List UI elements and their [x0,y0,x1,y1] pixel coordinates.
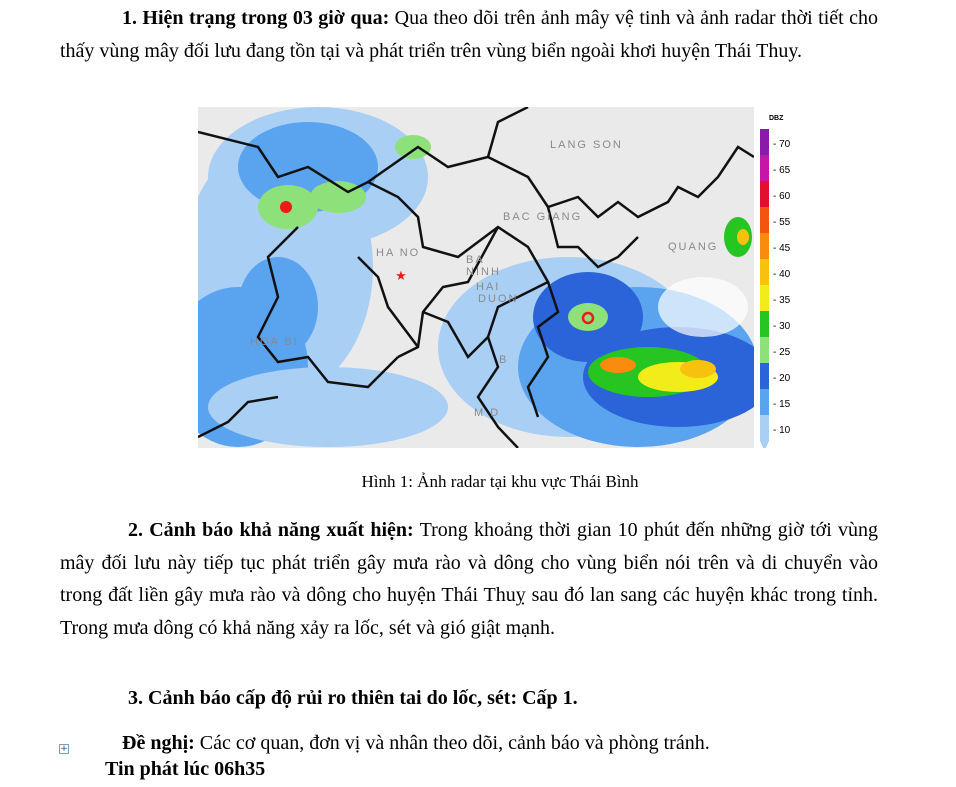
city-marker [280,201,292,213]
legend-label: - 25 [773,347,791,358]
section-1-body: Qua theo dõi trên ảnh mây vệ tinh và ảnh radar thời tiết cho thấy vùng mây đối lưu đang tồn tại và phát triển trên vùng biển ngoài khơi huyện Thái Thuy. [60,7,878,62]
place-label: QUANG [668,241,719,253]
legend-swatch [760,311,769,337]
issued-time: Tin phát lúc 06h35 [105,758,266,780]
section-3-paragraph [60,682,878,715]
place-label: HOA BI [250,336,299,348]
place-label: BA [466,254,485,266]
legend-swatch [760,155,769,181]
recommendation-paragraph [60,727,878,760]
place-label: HAI [476,281,501,293]
legend-label: - 40 [773,269,791,280]
legend-label: - 35 [773,295,791,306]
legend-swatch [760,233,769,259]
place-label: LANG SON [550,139,623,151]
legend-swatch [760,259,769,285]
section-2-paragraph [60,514,878,644]
legend-label: - 65 [773,165,791,176]
place-label: NINH [466,266,501,278]
place-label: B [499,354,509,366]
section-2-heading: 2. Cảnh báo khả năng xuất hiện: [128,519,414,541]
legend-swatch [760,207,769,233]
legend-label: - 60 [773,191,791,202]
legend-label: - 30 [773,321,791,332]
recommendation-label: Đề nghị: [122,732,195,754]
figure-caption: Hình 1: Ảnh radar tại khu vực Thái Bình [361,472,639,491]
legend-label: - 70 [773,139,791,150]
table-move-handle-icon[interactable]: + [60,744,68,754]
section-2-body: Trong khoảng thời gian 10 phút đến những giờ tới vùng mây đối lưu này tiếp tục phát triển gây mưa rào và dông cho vùng biển nói trên và di chuyển vào trong đất liền gây mưa rào và dông cho huyện Thái Thuỵ sau đó lan sang các huyện khác trong tỉnh. Trong mưa dông có khả năng xảy ra lốc, sét và gió giật mạnh. [60,519,878,639]
legend-label: - 45 [773,243,791,254]
legend-label: - 55 [773,217,791,228]
section-1-paragraph [60,2,878,67]
section-3-heading: 3. Cảnh báo cấp độ rủi ro thiên tai do lốc, sét: Cấp 1. [128,687,578,709]
legend-label: - 10 [773,425,791,436]
legend-unit: DBZ [769,115,784,122]
radar-image [198,107,802,448]
legend-swatch [760,415,769,441]
legend-swatch [760,363,769,389]
legend-label: - 20 [773,373,791,384]
legend-swatch [760,389,769,415]
legend-swatch [760,285,769,311]
dbz-legend [754,107,802,448]
section-1-heading: 1. Hiện trạng trong 03 giờ qua: [122,7,390,29]
place-label: HA NO [376,247,421,259]
legend-swatch [760,129,769,155]
legend-swatch [760,337,769,363]
capital-star-icon: ★ [395,268,407,283]
place-label: BAC GIANG [503,211,583,223]
place-label: M D [474,407,501,419]
recommendation-body: Các cơ quan, đơn vị và nhân theo dõi, cảnh báo và phòng tránh. [199,732,710,754]
place-label: DUON [478,293,519,305]
legend-label: - 15 [773,399,791,410]
legend-swatch [760,181,769,207]
